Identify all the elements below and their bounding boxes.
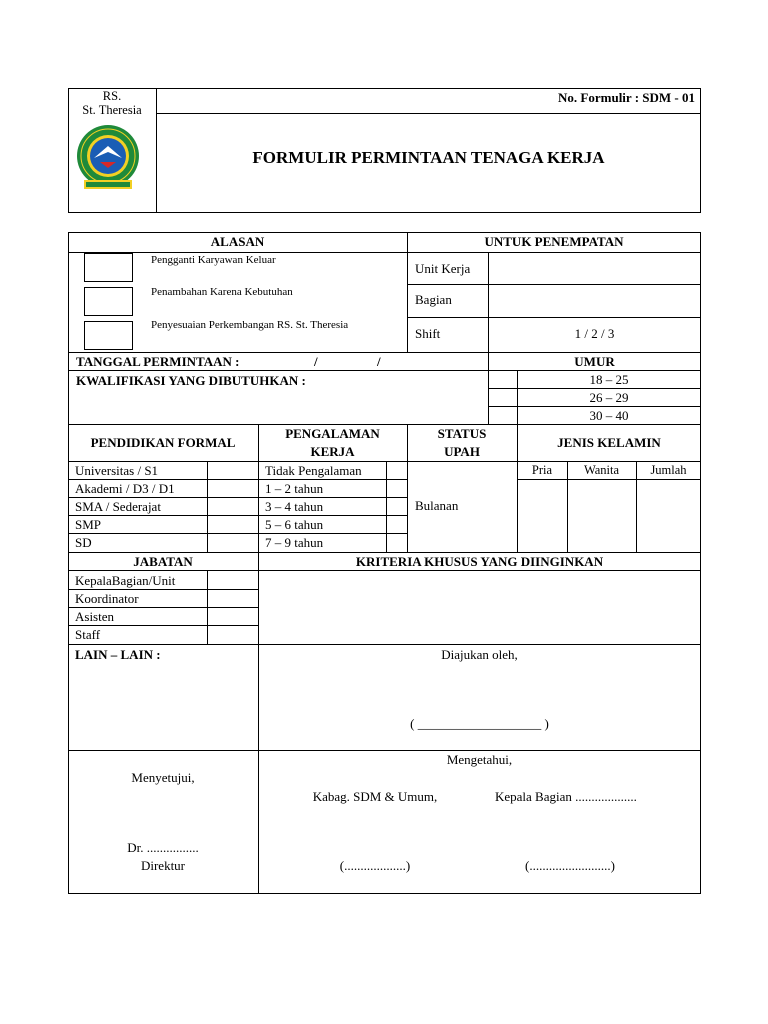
umur-heading: UMUR	[574, 354, 615, 369]
tanggal-label: TANGGAL PERMINTAAN :	[76, 354, 240, 369]
pengalaman-item: 3 – 4 tahun	[265, 499, 324, 514]
jabatan-item: Staff	[75, 627, 101, 642]
jabatan-heading: JABATAN	[133, 554, 193, 569]
page-title: FORMULIR PERMINTAAN TENAGA KERJA	[252, 148, 605, 167]
grid-line	[68, 424, 701, 425]
pendidikan-item: SMA / Sederajat	[75, 499, 161, 514]
grid-line	[68, 552, 701, 553]
grid-line	[68, 252, 701, 253]
lain-label: LAIN – LAIN :	[75, 647, 161, 662]
grid-line	[517, 479, 701, 480]
jenis-kelamin-col: Pria	[531, 463, 553, 477]
status-upah-heading: STATUS	[437, 426, 487, 441]
pendidikan-item: Universitas / S1	[75, 463, 159, 478]
grid-line	[207, 461, 208, 552]
status-upah-value: Bulanan	[415, 498, 459, 513]
direktur-label: Direktur	[140, 858, 186, 873]
checkbox-pengganti[interactable]	[84, 253, 133, 282]
menyetujui-label: Menyetujui,	[131, 770, 195, 785]
bagian-field[interactable]	[490, 286, 699, 316]
shift-label: Shift	[415, 326, 441, 341]
grid-line	[68, 461, 701, 462]
tanggal-separator: /	[314, 354, 318, 369]
pengalaman-item: Tidak Pengalaman	[265, 463, 362, 478]
hospital-logo	[72, 122, 144, 194]
jenis-kelamin-col: Wanita	[583, 463, 620, 477]
umur-range: 30 – 40	[589, 408, 629, 423]
penempatan-heading: UNTUK PENEMPATAN	[484, 234, 624, 249]
grid-line	[68, 370, 701, 371]
checkbox-penambahan[interactable]	[84, 287, 133, 316]
kriteria-field[interactable]	[260, 572, 699, 642]
hospital-name-line1: RS.	[102, 89, 122, 103]
grid-line	[407, 284, 701, 285]
alasan-option-label: Penambahan Karena Kebutuhan	[151, 286, 293, 298]
umur-range: 26 – 29	[589, 390, 629, 405]
bagian-label: Bagian	[415, 292, 452, 307]
grid-line	[68, 589, 258, 590]
jabatan-item: Asisten	[75, 609, 114, 624]
diajukan-signature: ( ___________________ )	[410, 716, 549, 731]
pengalaman-item: 1 – 2 tahun	[265, 481, 324, 496]
grid-line	[68, 515, 407, 516]
pengalaman-item: 5 – 6 tahun	[265, 517, 324, 532]
jenis-kelamin-heading: JENIS KELAMIN	[557, 435, 661, 450]
unit-kerja-label: Unit Kerja	[415, 261, 471, 276]
hospital-name-line2: St. Theresia	[82, 103, 142, 117]
grid-line	[386, 461, 387, 552]
kualifikasi-label: KWALIFIKASI YANG DIBUTUHKAN :	[76, 373, 306, 388]
pengalaman-item: 7 – 9 tahun	[265, 535, 324, 550]
alasan-option-label: Penyesuaian Perkembangan RS. St. Theresia	[151, 319, 349, 331]
unit-kerja-field[interactable]	[490, 254, 699, 283]
dr-signature: Dr. ................	[127, 840, 199, 855]
pendidikan-item: SD	[75, 535, 92, 550]
pengalaman-heading: KERJA	[310, 444, 355, 459]
mengetahui-label: Mengetahui,	[446, 752, 513, 767]
grid-line	[68, 750, 701, 751]
kriteria-heading: KRITERIA KHUSUS YANG DIINGINKAN	[355, 554, 604, 569]
jabatan-item: KepalaBagian/Unit	[75, 573, 176, 588]
diajukan-label: Diajukan oleh,	[441, 647, 518, 662]
grid-line	[68, 533, 407, 534]
grid-line	[488, 252, 489, 352]
umur-range: 18 – 25	[589, 372, 629, 387]
grid-line	[68, 570, 701, 571]
grid-line	[68, 644, 701, 645]
pendidikan-item: SMP	[75, 517, 102, 532]
grid-line	[68, 607, 258, 608]
status-upah-heading: UPAH	[444, 444, 480, 459]
checkbox-penyesuaian[interactable]	[84, 321, 133, 350]
pendidikan-heading: PENDIDIKAN FORMAL	[90, 435, 236, 450]
alasan-heading: ALASAN	[210, 234, 265, 249]
jenis-kelamin-col: Jumlah	[650, 463, 687, 477]
grid-line	[68, 352, 701, 353]
form-number: No. Formulir : SDM - 01	[558, 90, 695, 105]
kepala-signature: (.........................)	[525, 858, 615, 873]
kabag-signature: (...................)	[339, 858, 411, 873]
kabag-label: Kabag. SDM & Umum,	[312, 789, 438, 804]
grid-line	[68, 497, 407, 498]
grid-line	[68, 625, 258, 626]
pendidikan-item: Akademi / D3 / D1	[75, 481, 175, 496]
kepala-bagian-label: Kepala Bagian ...................	[495, 789, 637, 804]
grid-line	[407, 317, 701, 318]
grid-line	[488, 388, 701, 389]
alasan-option-label: Pengganti Karyawan Keluar	[151, 254, 276, 266]
pengalaman-heading: PENGALAMAN	[285, 426, 380, 441]
shift-value[interactable]: 1 / 2 / 3	[574, 326, 615, 341]
grid-line	[488, 406, 701, 407]
grid-line	[68, 479, 407, 480]
tanggal-separator: /	[377, 354, 381, 369]
jabatan-item: Koordinator	[75, 591, 139, 606]
header-divider-horizontal	[156, 113, 701, 114]
grid-line	[407, 232, 408, 352]
